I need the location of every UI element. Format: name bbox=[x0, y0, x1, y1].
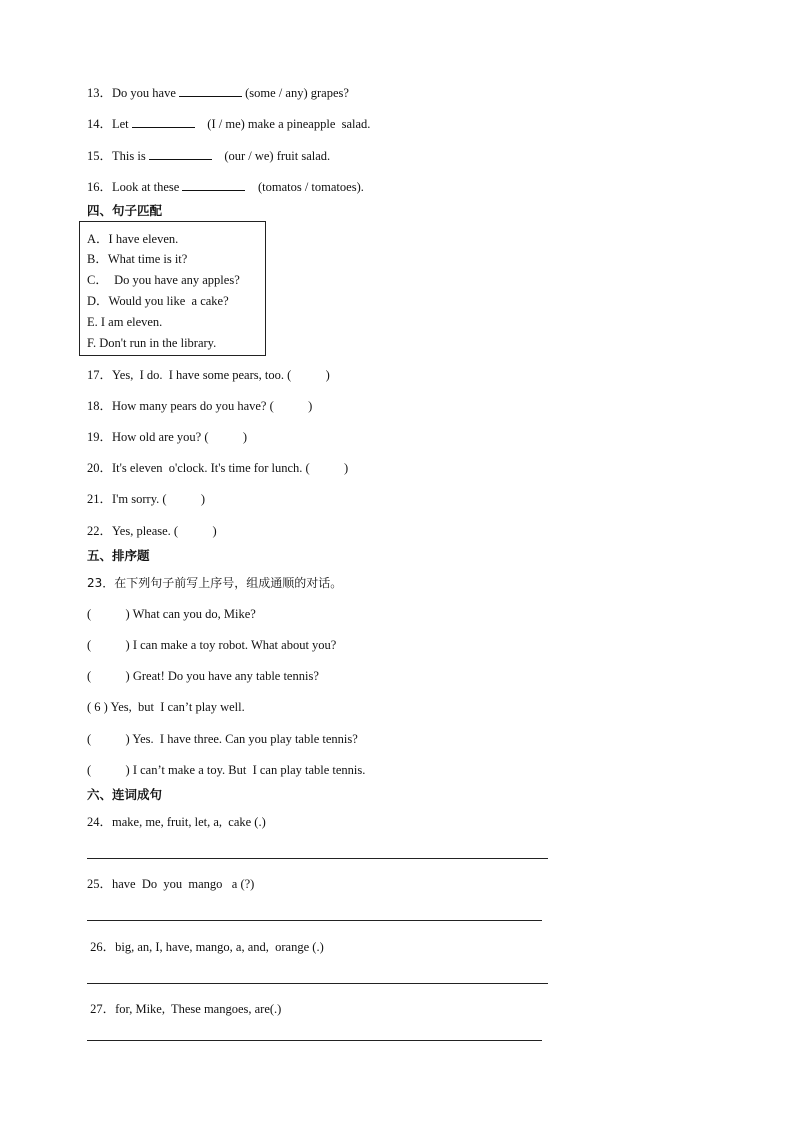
question-23: 23．在下列句子前写上序号，组成通顺的对话。 bbox=[87, 576, 343, 590]
question-13: 13．Do you have (some / any) grapes? bbox=[87, 86, 349, 100]
question-14: 14．Let (I / me) make a pineapple salad. bbox=[87, 117, 371, 131]
answer-blank[interactable] bbox=[132, 115, 195, 128]
dialogue-line[interactable]: ( ) Yes. I have three. Can you play table tennis? bbox=[87, 732, 358, 746]
answer-line[interactable] bbox=[87, 920, 542, 921]
question-17[interactable]: 17．Yes, I do. I have some pears, too. ( ) bbox=[87, 368, 330, 382]
option-a: A．I have eleven. bbox=[87, 232, 179, 246]
answer-blank[interactable] bbox=[182, 178, 245, 191]
answer-line[interactable] bbox=[87, 858, 548, 859]
answer-blank[interactable] bbox=[149, 147, 212, 160]
question-19[interactable]: 19．How old are you? ( ) bbox=[87, 430, 248, 444]
option-d: D．Would you like a cake? bbox=[87, 294, 229, 308]
section-title-sentences: 六、连词成句 bbox=[87, 787, 163, 802]
question-25: 25．have Do you mango a (?) bbox=[87, 877, 255, 891]
options-box bbox=[79, 221, 266, 356]
question-24: 24．make, me, fruit, let, a, cake (.) bbox=[87, 815, 266, 829]
answer-line[interactable] bbox=[87, 983, 548, 984]
question-21[interactable]: 21．I'm sorry. ( ) bbox=[87, 492, 206, 506]
option-b: B．What time is it? bbox=[87, 252, 188, 266]
question-15: 15．This is (our / we) fruit salad. bbox=[87, 149, 331, 163]
dialogue-line[interactable]: ( ) Great! Do you have any table tennis? bbox=[87, 669, 319, 683]
section-title-matching: 四、句子匹配 bbox=[87, 203, 163, 218]
dialogue-line[interactable]: ( ) I can’t make a toy. But I can play table tennis. bbox=[87, 763, 366, 777]
option-c: C． Do you have any apples? bbox=[87, 273, 240, 287]
dialogue-line[interactable]: ( ) What can you do, Mike? bbox=[87, 607, 256, 621]
dialogue-line: ( 6 ) Yes, but I can’t play well. bbox=[87, 700, 245, 714]
answer-line[interactable] bbox=[87, 1040, 542, 1041]
question-20[interactable]: 20．It's eleven o'clock. It's time for lunch. ( ) bbox=[87, 461, 349, 475]
question-18[interactable]: 18．How many pears do you have? ( ) bbox=[87, 399, 313, 413]
section-title-ordering: 五、排序题 bbox=[87, 548, 150, 563]
question-26: 26．big, an, I, have, mango, a, and, orange (.) bbox=[87, 940, 324, 954]
question-16: 16．Look at these (tomatos / tomatoes). bbox=[87, 180, 364, 194]
question-22[interactable]: 22．Yes, please. ( ) bbox=[87, 524, 217, 538]
question-27: 27．for, Mike, These mangoes, are(.) bbox=[87, 1002, 282, 1016]
answer-blank[interactable] bbox=[179, 84, 242, 97]
dialogue-line[interactable]: ( ) I can make a toy robot. What about you? bbox=[87, 638, 337, 652]
option-f: F. Don't run in the library. bbox=[87, 336, 217, 350]
option-e: E. I am eleven. bbox=[87, 315, 163, 329]
